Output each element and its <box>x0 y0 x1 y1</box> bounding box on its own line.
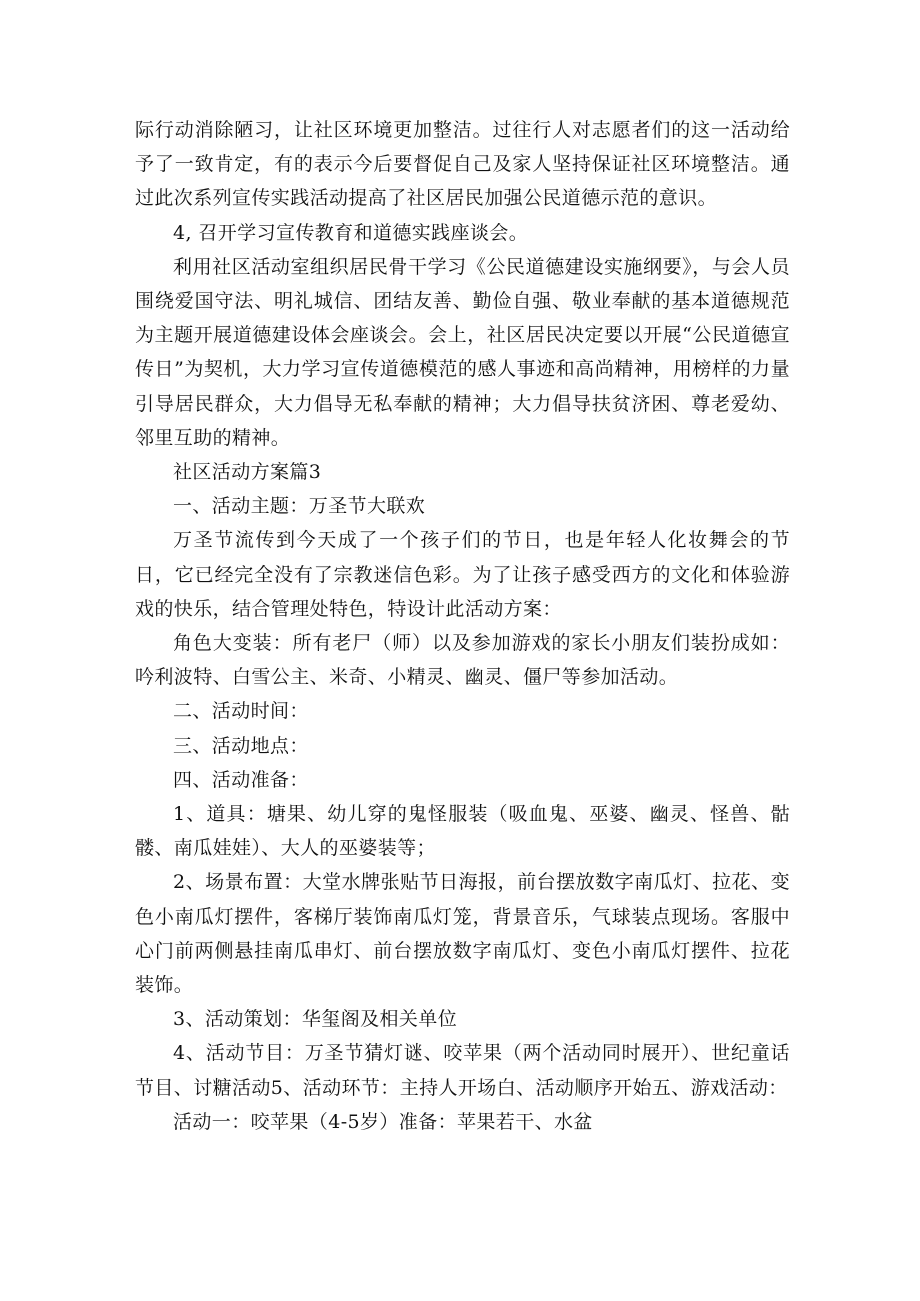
paragraph: 利用社区活动室组织居民骨干学习《公民道德建设实施纲要》，与会人员围绕爱国守法、明礼城信、团结友善、勤俭自强、敬业奉献的基本道德规范为主题开展道德建设体会座谈会。会上，社区居民决定要以开展“公民道德宣传日”为契机，大力学习宣传道德模范的感人事迹和高尚精神，用榜样的力量引导居民群众，大力倡导无私奉献的精神；大力倡导扶贫济困、尊老爱幼、邻里互助的精神。 <box>135 255 790 449</box>
numbered-item: 4, 召开学习宣传教育和道德实践座谈会。 <box>173 221 529 244</box>
numbered-item: 1、道具：塘果、幼儿穿的鬼怪服装（吸血鬼、巫婆、幽灵、怪兽、骷髅、南瓜娃娃）、大人的巫婆装等； <box>135 803 790 860</box>
paragraph: 际行动消除陋习，让社区环境更加整洁。过往行人对志愿者们的这一活动给予了一致肯定，有的表示今后要督促自己及家人坚持保证社区环境整洁。通过此次系列宣传实践活动提高了社区居民加强公民道德示范的意识。 <box>135 119 790 210</box>
section-heading: 二、活动时间： <box>173 700 309 723</box>
document-body <box>135 113 790 1139</box>
paragraph: 角色大变装：所有老尸（师）以及参加游戏的家长小朋友们装扮成如：吟利波特、白雪公主、米奇、小精灵、幽灵、僵尸等参加活动。 <box>135 632 790 689</box>
numbered-item: 3、活动策划：华玺阁及相关单位 <box>173 1008 458 1031</box>
section-heading: 四、活动准备： <box>173 768 309 791</box>
section-heading: 三、活动地点： <box>173 734 309 757</box>
paragraph: 万圣节流传到今天成了一个孩子们的节日，也是年轻人化妆舞会的节日，它已经完全没有了宗教迷信色彩。为了让孩子感受西方的文化和体验游戏的快乐，结合管理处特色，特设计此活动方案： <box>135 529 790 620</box>
numbered-item: 2、场景布置：大堂水牌张贴节日海报，前台摆放数字南瓜灯、拉花、变色小南瓜灯摆件，客梯厅装饰南瓜灯笼，背景音乐，气球装点现场。客服中心门前两侧悬挂南瓜串灯、前台摆放数字南瓜灯、变色小南瓜灯摆件、拉花装饰。 <box>135 871 790 997</box>
numbered-item: 4、活动节目：万圣节猜灯谜、咬苹果（两个活动同时展开）、世纪童话节目、讨糖活动5、活动环节：主持人开场白、活动顺序开始五、游戏活动： <box>135 1042 790 1099</box>
section-heading: 社区活动方案篇3 <box>173 461 322 484</box>
section-heading: 一、活动主题：万圣节大联欢 <box>173 495 426 518</box>
paragraph: 活动一：咬苹果（4-5岁）准备：苹果若干、水盆 <box>173 1110 593 1133</box>
